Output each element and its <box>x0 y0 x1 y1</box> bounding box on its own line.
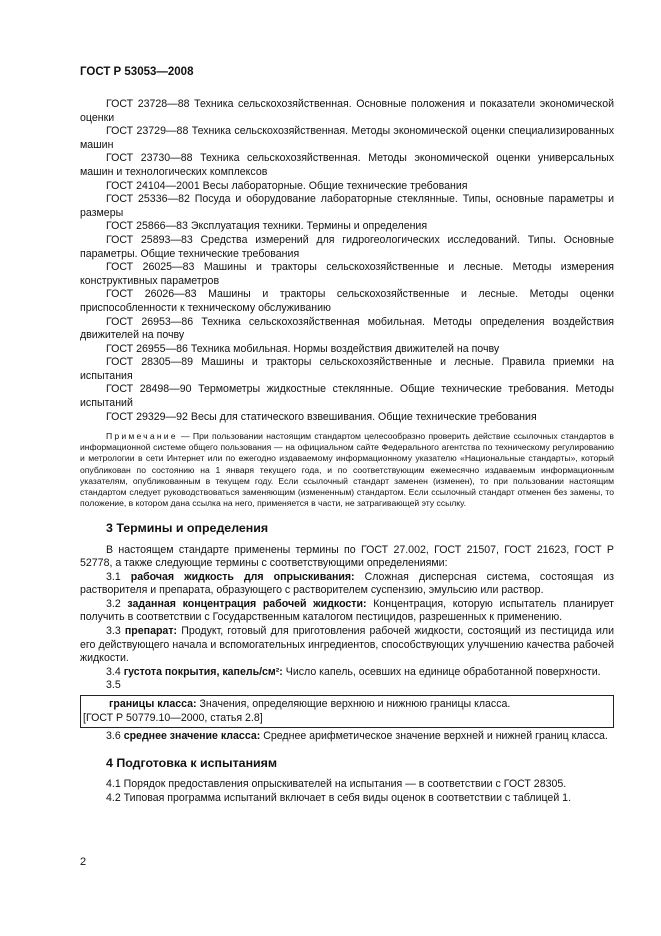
term-number: 3.2 <box>106 597 121 610</box>
note-paragraph <box>80 431 614 509</box>
document-header: ГОСТ Р 53053—2008 <box>80 66 194 78</box>
section-4-body <box>80 778 614 805</box>
section-4-title: 4 Подготовка к испытаниям <box>106 755 278 770</box>
term-definition: Сложная дисперсная система, состоящая из растворителя и препарата, образующего с растворителем суспензию, эмульсию или раствор. <box>80 570 614 597</box>
term-definition: Концентрация, которую испытатель планирует получить в соответствии с Государственным каталогом пестицидов, разрешенных к применению. <box>80 597 614 624</box>
term-number: 3.1 <box>106 570 121 583</box>
reference-item: ГОСТ 25866—83 Эксплуатация техники. Термины и определения <box>106 220 428 233</box>
term-definition: Число капель, осевших на единице обработанной поверхности. <box>285 665 601 678</box>
term-name: заданная концентрация рабочей жидкости: <box>127 597 367 610</box>
reference-item: ГОСТ 28305—89 Машины и тракторы сельскохозяйственные и лесные. Правила приемки на испытания <box>80 356 614 382</box>
reference-item: ГОСТ 24104—2001 Весы лабораторные. Общие технические требования <box>106 179 468 192</box>
term-name: рабочая жидкость для опрыскивания: <box>130 570 355 583</box>
term-3-5-box <box>80 695 614 728</box>
document-body <box>80 98 614 806</box>
reference-item: ГОСТ 26953—86 Техника сельскохозяйственная мобильная. Методы определения воздействия движителей на почву <box>80 315 614 342</box>
term-3-6 <box>80 730 614 744</box>
reference-item: ГОСТ 26026—83 Машины и тракторы сельскохозяйственные и лесные. Методы оценки приспособленности к техническому обслуживанию <box>80 288 614 314</box>
term-number: 3.4 <box>106 665 121 678</box>
section-3-title: 3 Термины и определения <box>106 520 269 535</box>
term-3-5 <box>83 698 613 712</box>
reference-item: ГОСТ 29329—92 Весы для статического взвешивания. Общие технические требования <box>106 410 537 423</box>
page-number: 2 <box>80 856 87 868</box>
term-number: 3.6 <box>106 730 121 743</box>
term-definition: Значения, определяющие верхнюю и нижнюю границы класса. <box>199 698 511 711</box>
reference-item: ГОСТ 23729—88 Техника сельскохозяйственная. Методы экономической оценки специализированных машин <box>80 125 614 151</box>
term-3-1 <box>80 571 614 598</box>
term-definition: Продукт, готовый для приготовления рабочей жидкости, состоящий из пестицида или его действующего начала и вспомогательных ингредиентов, способствующих улучшению качества рабочей жидкости. <box>80 625 614 665</box>
note-text: — При пользовании настоящим стандартом целесообразно проверить действие ссылочных стандартов в информационной системе общего пользования — на официальном сайте Федерального агентства по техническому регулированию и метрологии в сети Интернет или по ежегодно издаваемому информационному указателю «Национальные стандарты», который опубликован по состоянию на 1 января текущего года, и по соответствующим ежемесячно издаваемым информационным указателям, опубликованным в текущем году. Если ссылочный стандарт заменен (изменен), то при пользовании настоящим стандартом следует руководствоваться заменяющим (измененным) стандартом. Если ссылочный стандарт отменен без замены, то положение, в котором дана ссылка на него, применяется в части, не затрагивающей эту ссылку. <box>80 431 614 508</box>
reference-item: ГОСТ 25336—82 Посуда и оборудование лабораторные стеклянные. Типы, основные параметры и размеры <box>80 193 614 219</box>
reference-item: ГОСТ 25893—83 Средства измерений для гидрогеологических исследований. Типы. Основные параметры. Общие технические требования <box>80 233 614 260</box>
term-name: границы класса: <box>109 698 197 711</box>
section-3-body <box>80 544 614 744</box>
reference-item: ГОСТ 26025—83 Машины и тракторы сельскохозяйственные и лесные. Методы измерения конструктивных параметров <box>80 261 614 287</box>
term-name: густота покрытия, капель/см²: <box>123 665 283 678</box>
paragraph-4-1: 4.1 Порядок предоставления опрыскивателей на испытания — в соответствии с ГОСТ 28305. <box>106 778 567 791</box>
term-3-3 <box>80 625 614 666</box>
term-3-2 <box>80 598 614 625</box>
term-source: [ГОСТ Р 50779.10—2000, статья 2.8] <box>83 711 263 724</box>
normative-references <box>80 98 614 424</box>
paragraph-4-2: 4.2 Типовая программа испытаний включает в себя виды оценок в соответствии с таблицей 1. <box>106 792 572 804</box>
note-label: Примечание <box>106 431 178 442</box>
reference-item: ГОСТ 23730—88 Техника сельскохозяйственная. Методы экономической оценки универсальных машин и технологических комплексов <box>80 152 614 178</box>
reference-item: ГОСТ 28498—90 Термометры жидкостные стеклянные. Общие технические требования. Методы испытаний <box>80 383 614 410</box>
term-number: 3.3 <box>106 625 121 638</box>
reference-item: ГОСТ 23728—88 Техника сельскохозяйственная. Основные положения и показатели экономической оценки <box>80 98 614 124</box>
reference-item: ГОСТ 26955—86 Техника мобильная. Нормы воздействия движителей на почву <box>106 342 500 355</box>
term-name: среднее значение класса: <box>123 730 261 743</box>
term-3-4 <box>80 666 614 680</box>
term-name: препарат: <box>124 625 178 638</box>
section-3-intro: В настоящем стандарте применены термины по ГОСТ 27.002, ГОСТ 21507, ГОСТ 21623, ГОСТ Р 52778, а также следующие термины с соответствующими определениями: <box>80 543 614 570</box>
term-3-5-number: 3.5 <box>106 679 121 692</box>
term-definition: Среднее арифметическое значение верхней и нижней границ класса. <box>263 730 608 743</box>
